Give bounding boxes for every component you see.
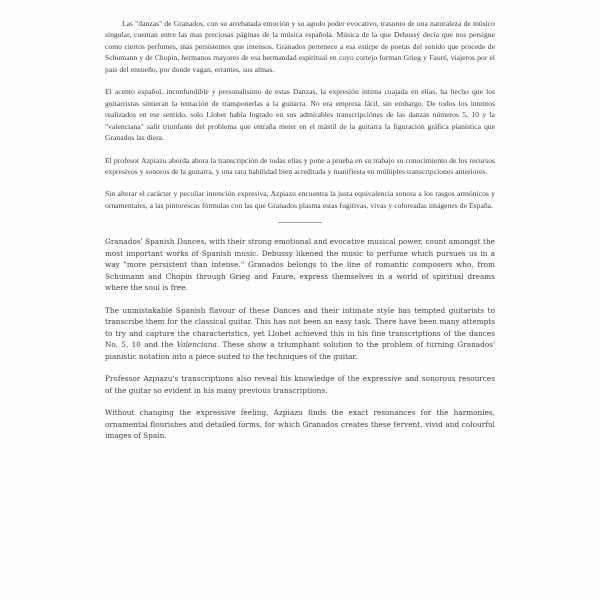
text-run: Without changing the expressive feeling, Azpiazu finds the exact resonances for the harmonies, ornamental flourishes and detailed forms, for which Granados creates these fervent, vivid and colourful images of Spain. (105, 408, 495, 441)
text-run: . These show a triumphant solution to the problem of turning Granados' pianistic notation into a piece suited to the techniques of the guitar. (105, 340, 495, 361)
paragraph-es-2: El acento español, inconfundible y personalisimo de estas Danzas, la expresión intima cuajada en ellas, ha hecho que los guitarristas sintieran la tentación de transponerlas a la guitarra. No era empresa fácil, sin embargo. De todos los intentos realizados en ese sentido, solo Llobet había logrado en sus admirables transcripciónes de las danzas números 5, 10 y la "valenciana" salir triunfante del problema que entraña meter en el mástil de la guitarra la figuración gráfica pianística que Granados las diera. (105, 87, 495, 143)
italic-title: Valenciana (176, 340, 217, 350)
paragraph-es-1: Las "danzas" de Granados, con su arrebatada emoción y su agudo poder evocativo, trasunto de una naturaleza de músico singular, cuentan entre las mas preciosas páginas de la música española. Música de la que Debussy decía que nos persigue como ciertos perfumes, mas persistentes que intensos. Granados pertenece a esa estirpe de poetas del sonido que procede de Schumann y de Chopin, hermanos mayores de esa hermandad espiritual en cuyo cortejo forman Grieg y Fauré, viajeros por el pais del ensueño, por donde vagan, errantes, sus almas. (105, 19, 495, 74)
paragraph-en-1 (105, 236, 495, 294)
paragraph-en-3 (105, 373, 495, 396)
paragraph-en-2 (105, 305, 495, 363)
paragraph-es-3: El profesor Azpiazu aborda ahora la transcripción de todas ellas y pone a prueba en su trabajo su conocimiento de los recursos expresivos y sonoros de la guitarra, y una rara habilidad bien acreditada y manifiesta en múltiples transcripciones anteriores. (105, 155, 495, 176)
text-run: The unmistakable Spanish flavour of these Dances and their intimate style has tempted guitarists to transcribe them for the classical guitar. This has not been an easy task. There have been many attempts to try and capture the characteristics, yet Llobet achieved this in his fine transcriptions of the dances No. 5, 10 and the (105, 305, 495, 350)
english-text-section (105, 236, 495, 442)
text-run: Granados' Spanish Dances, with their strong emotional and evocative musical power, count amongst the most important works of Spanish music. Debussy likened the music to perfume which pursues us in a way "more persistent than intense." Granados belongs to the line of romantic composers who, from Schumann and Chopin through Grieg and Faure, express themselves in a world of spiritual dreams where the soul is free. (105, 237, 495, 293)
separator-rule (278, 222, 322, 223)
section-separator (105, 222, 495, 223)
text-run: Professor Azpiazu's transcriptions also reveal his knowledge of the expressive and sonorous resources of the guitar so evident in his many previous transcriptions. (105, 374, 495, 395)
paragraph-es-4: Sin alterar el carácter y peculiar intención expresiva, Azpiazu encuentra la justa equivalencia sonora a los rasgos armónicos y ornamentales, a las pintorescas fórmulas con las que Granados plasma estas fugitivas, vivas y coloreadas imágenes de España. (105, 189, 495, 210)
spanish-text-section (105, 18, 495, 211)
paragraph-en-4 (105, 407, 495, 442)
